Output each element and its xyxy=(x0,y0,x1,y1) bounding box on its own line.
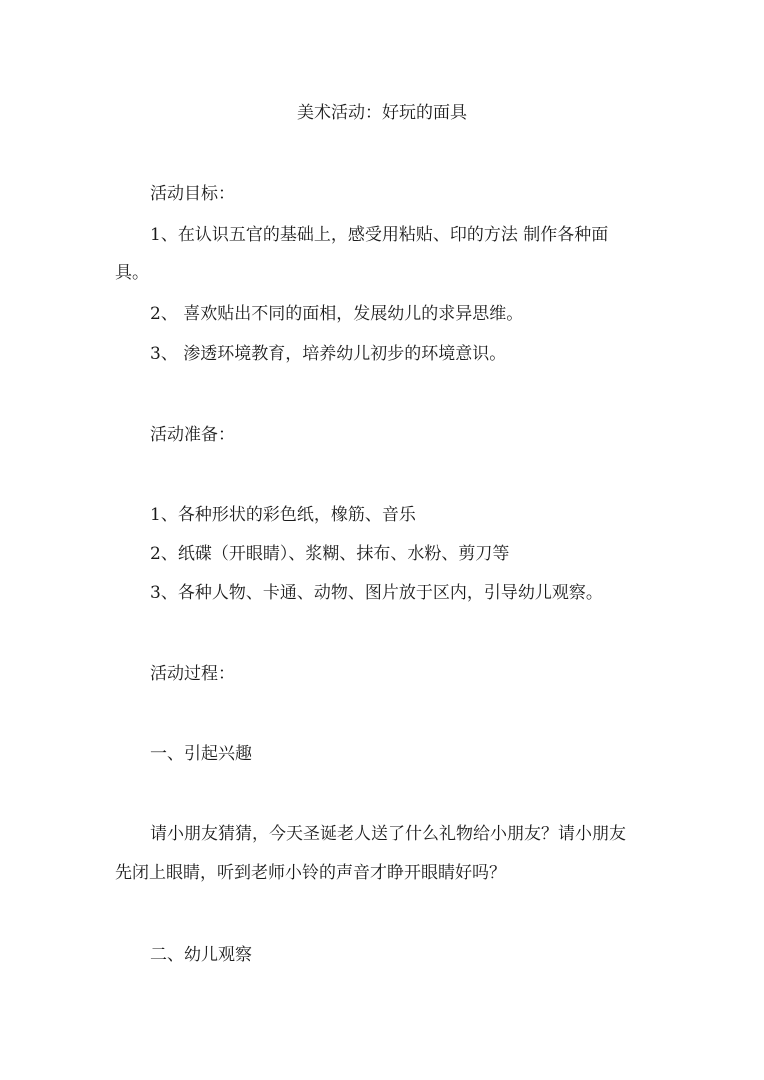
document-title: 美术活动：好玩的面具 xyxy=(297,103,467,123)
goal-item-2: 2、 喜欢贴出不同的面相，发展幼儿的求异思维。 xyxy=(150,304,524,324)
process-step-1-heading: 一、引起兴趣 xyxy=(150,744,252,764)
preparation-item-2: 2、纸碟（开眼睛）、浆糊、抹布、水粉、剪刀等 xyxy=(150,544,510,564)
goals-heading: 活动目标： xyxy=(150,184,235,204)
goal-item-3: 3、 渗透环境教育，培养幼儿初步的环境意识。 xyxy=(150,344,507,364)
process-step-2-heading: 二、幼儿观察 xyxy=(150,945,252,965)
process-step-1-text: 请小朋友猜猜，今天圣诞老人送了什么礼物给小朋友？请小朋友 xyxy=(150,824,626,844)
goal-item-1-continued: 具。 xyxy=(115,263,149,283)
preparation-item-3: 3、各种人物、卡通、动物、图片放于区内，引导幼儿观察。 xyxy=(150,583,603,603)
process-heading: 活动过程： xyxy=(150,664,235,684)
process-step-1-text-continued: 先闭上眼睛，听到老师小铃的声音才睁开眼睛好吗？ xyxy=(115,863,506,883)
goal-item-1: 1、在认识五官的基础上，感受用粘贴、印的方法 制作各种面 xyxy=(150,225,609,245)
preparation-heading: 活动准备： xyxy=(150,425,235,445)
preparation-item-1: 1、各种形状的彩色纸，橡筋、音乐 xyxy=(150,505,416,525)
